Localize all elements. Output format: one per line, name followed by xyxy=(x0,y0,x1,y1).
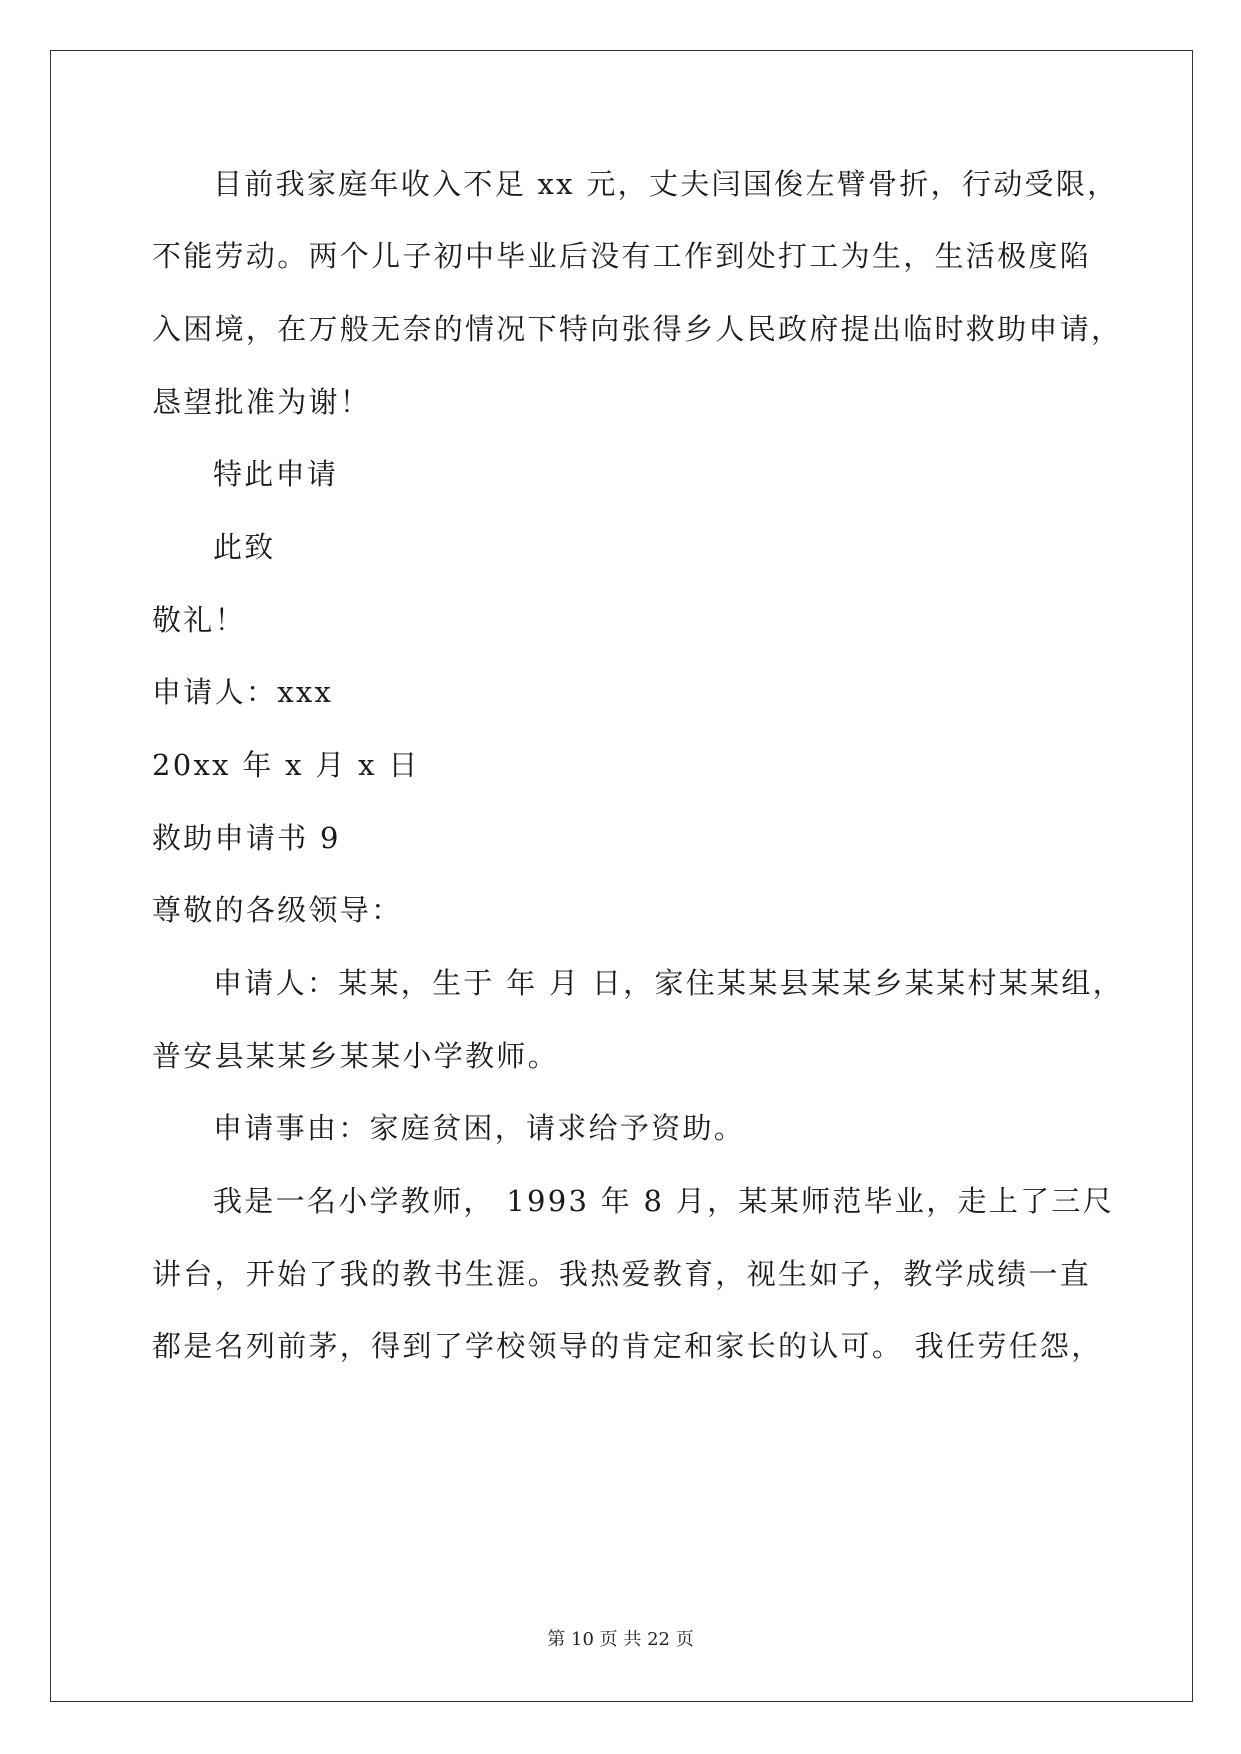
date-line: 20xx 年 x 月 x 日 xyxy=(152,748,420,782)
paragraph-line: 我是一名小学教师， 1993 年 8 月，某某师范毕业，走上了三尺 xyxy=(213,1184,1115,1218)
page-frame xyxy=(50,50,1193,1702)
closing-line: 特此申请 xyxy=(213,457,339,491)
paragraph-line: 恳望批准为谢！ xyxy=(152,385,372,419)
paragraph-line: 讲台，开始了我的教书生涯。我热爱教育，视生如子，教学成绩一直 xyxy=(152,1257,1092,1291)
paragraph-line: 申请事由：家庭贫困，请求给予资助。 xyxy=(213,1111,746,1145)
paragraph-line: 都是名列前茅，得到了学校领导的肯定和家长的认可。 我任劳任怨， xyxy=(152,1329,1103,1363)
paragraph-line: 不能劳动。两个儿子初中毕业后没有工作到处打工为生，生活极度陷 xyxy=(152,239,1092,273)
section-title: 救助申请书 9 xyxy=(152,821,341,855)
applicant-line: 申请人：xxx xyxy=(152,675,334,709)
paragraph-line: 普安县某某乡某某小学教师。 xyxy=(152,1039,559,1073)
paragraph-line: 申请人：某某，生于 年 月 日，家住某某县某某乡某某村某某组， xyxy=(213,966,1124,1000)
closing-line: 敬礼！ xyxy=(152,603,246,637)
salutation: 尊敬的各级领导： xyxy=(152,893,403,927)
paragraph-line: 入困境，在万般无奈的情况下特向张得乡人民政府提出临时救助申请， xyxy=(152,312,1123,346)
closing-line: 此致 xyxy=(213,530,276,564)
page-number-footer: 第 10 页 共 22 页 xyxy=(547,1629,694,1650)
paragraph-line: 目前我家庭年收入不足 xx 元，丈夫闫国俊左臂骨折，行动受限， xyxy=(213,167,1119,201)
